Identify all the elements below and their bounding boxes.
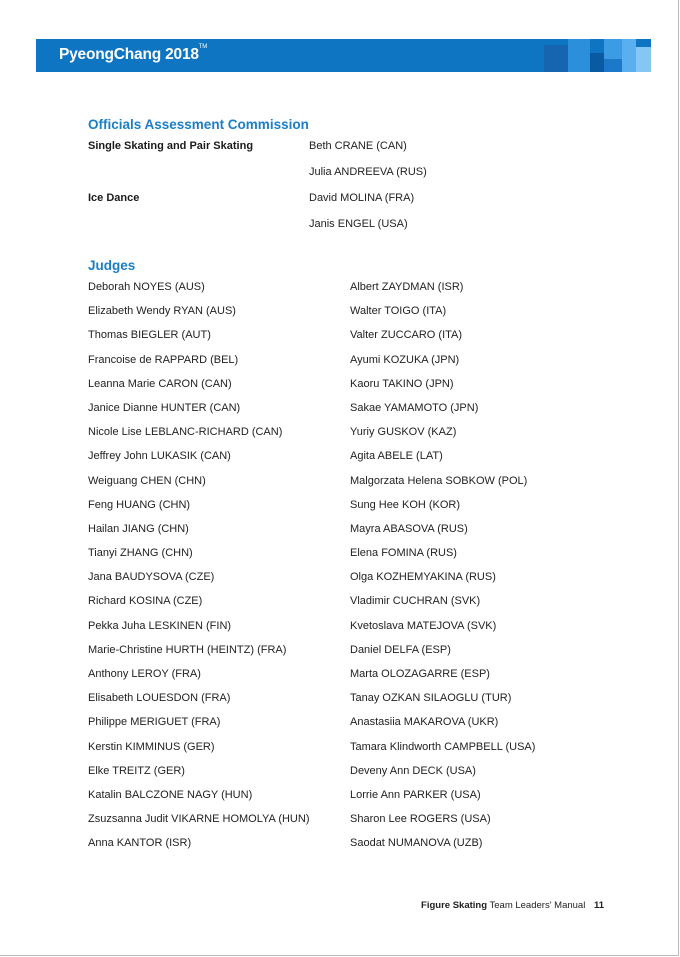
judge-list-item: Anthony LEROY (FRA) — [88, 668, 201, 680]
judge-list-item: Sakae YAMAMOTO (JPN) — [350, 401, 479, 414]
officials-assessment-heading: Officials Assessment Commission — [88, 117, 309, 132]
judge-list-item: Elizabeth Wendy RYAN (AUS) — [88, 305, 236, 318]
judge-list-item: Katalin BALCZONE NAGY (HUN) — [88, 788, 253, 801]
oac-official-name: Julia ANDREEVA (RUS) — [309, 166, 427, 178]
banner-tile-decoration — [590, 53, 604, 72]
judge-list-item: Deborah NOYES (AUS) — [88, 281, 205, 293]
judge-list-item: Pekka Juha LESKINEN (FIN) — [88, 619, 232, 632]
judge-list-item: Kaoru TAKINO (JPN) — [350, 377, 454, 390]
page-footer — [421, 900, 604, 911]
footer-sport: Figure Skating — [421, 900, 488, 911]
judge-list-item: Sung Hee KOH (KOR) — [350, 498, 461, 511]
judge-list-item: Marta OLOZAGARRE (ESP) — [350, 668, 490, 680]
judge-list-item: Elke TREITZ (GER) — [88, 764, 185, 777]
judge-list-item: Walter TOIGO (ITA) — [350, 305, 447, 318]
judge-list-item: Leanna Marie CARON (CAN) — [88, 377, 232, 390]
judge-list-item: Deveny Ann DECK (USA) — [350, 764, 476, 777]
banner-tile-decoration — [622, 39, 636, 72]
judge-list-item: Kvetoslava MATEJOVA (SVK) — [350, 619, 497, 632]
banner-tile-decoration — [604, 59, 622, 72]
brand-title — [59, 46, 207, 64]
judge-list-item: Sharon Lee ROGERS (USA) — [350, 813, 491, 826]
judge-list-item: Albert ZAYDMAN (ISR) — [350, 281, 464, 293]
judges-list-left — [88, 280, 310, 861]
banner-tile-decoration — [604, 39, 622, 59]
trademark-mark: TM — [198, 44, 208, 50]
judge-list-item: Lorrie Ann PARKER (USA) — [350, 788, 481, 801]
page-number: 11 — [593, 900, 604, 911]
judge-list-item: Anastasiia MAKAROVA (UKR) — [350, 716, 499, 729]
oac-official-name: Janis ENGEL (USA) — [309, 218, 408, 230]
oac-official-name: David MOLINA (FRA) — [309, 192, 415, 204]
oac-category-ice-dance: Ice Dance — [88, 192, 140, 204]
judge-list-item: Jana BAUDYSOVA (CZE) — [88, 571, 215, 584]
judge-list-item: Nicole Lise LEBLANC-RICHARD (CAN) — [88, 426, 283, 439]
judge-list-item: Daniel DELFA (ESP) — [350, 643, 451, 656]
banner-tile-decoration — [636, 47, 651, 72]
judge-list-item: Jeffrey John LUKASIK (CAN) — [88, 450, 231, 463]
judge-list-item: Weiguang CHEN (CHN) — [88, 474, 206, 487]
footer-manual: Team Leaders' Manual — [489, 900, 586, 911]
judge-list-item: Yuriy GUSKOV (KAZ) — [350, 426, 457, 439]
judge-list-item: Philippe MERIGUET (FRA) — [88, 716, 221, 729]
oac-official-name: Beth CRANE (CAN) — [309, 140, 407, 152]
header-banner — [36, 39, 651, 72]
judge-list-item: Valter ZUCCARO (ITA) — [350, 329, 463, 342]
judge-list-item: Hailan JIANG (CHN) — [88, 522, 189, 535]
judge-list-item: Olga KOZHEMYAKINA (RUS) — [350, 571, 496, 584]
judge-list-item: Malgorzata Helena SOBKOW (POL) — [350, 474, 528, 487]
judge-list-item: Richard KOSINA (CZE) — [88, 595, 203, 608]
judge-list-item: Janice Dianne HUNTER (CAN) — [88, 401, 241, 414]
judge-list-item: Elena FOMINA (RUS) — [350, 547, 457, 560]
banner-tile-decoration — [568, 39, 590, 72]
judge-list-item: Saodat NUMANOVA (UZB) — [350, 837, 483, 850]
judge-list-item: Tamara Klindworth CAMPBELL (USA) — [350, 740, 536, 753]
judge-list-item: Elisabeth LOUESDON (FRA) — [88, 692, 231, 705]
judge-list-item: Ayumi KOZUKA (JPN) — [350, 353, 460, 366]
judge-list-item: Thomas BIEGLER (AUT) — [88, 329, 211, 342]
judge-list-item: Tianyi ZHANG (CHN) — [88, 547, 193, 560]
judge-list-item: Kerstin KIMMINUS (GER) — [88, 740, 215, 753]
judges-list-right — [350, 280, 535, 861]
judge-list-item: Tanay OZKAN SILAOGLU (TUR) — [350, 692, 512, 705]
brand-name: PyeongChang 2018 — [59, 46, 199, 63]
judge-list-item: Vladimir CUCHRAN (SVK) — [350, 595, 481, 608]
banner-tile-decoration — [544, 45, 568, 72]
judge-list-item: Francoise de RAPPARD (BEL) — [88, 353, 239, 366]
judge-list-item: Anna KANTOR (ISR) — [88, 837, 192, 850]
oac-category-singles-pairs: Single Skating and Pair Skating — [88, 140, 254, 152]
judge-list-item: Agita ABELE (LAT) — [350, 450, 443, 463]
judges-heading: Judges — [88, 258, 136, 273]
judge-list-item: Mayra ABASOVA (RUS) — [350, 522, 468, 535]
judge-list-item: Marie-Christine HURTH (HEINTZ) (FRA) — [88, 643, 287, 656]
judge-list-item: Feng HUANG (CHN) — [88, 498, 191, 511]
judge-list-item: Zsuzsanna Judit VIKARNE HOMOLYA (HUN) — [88, 813, 310, 826]
